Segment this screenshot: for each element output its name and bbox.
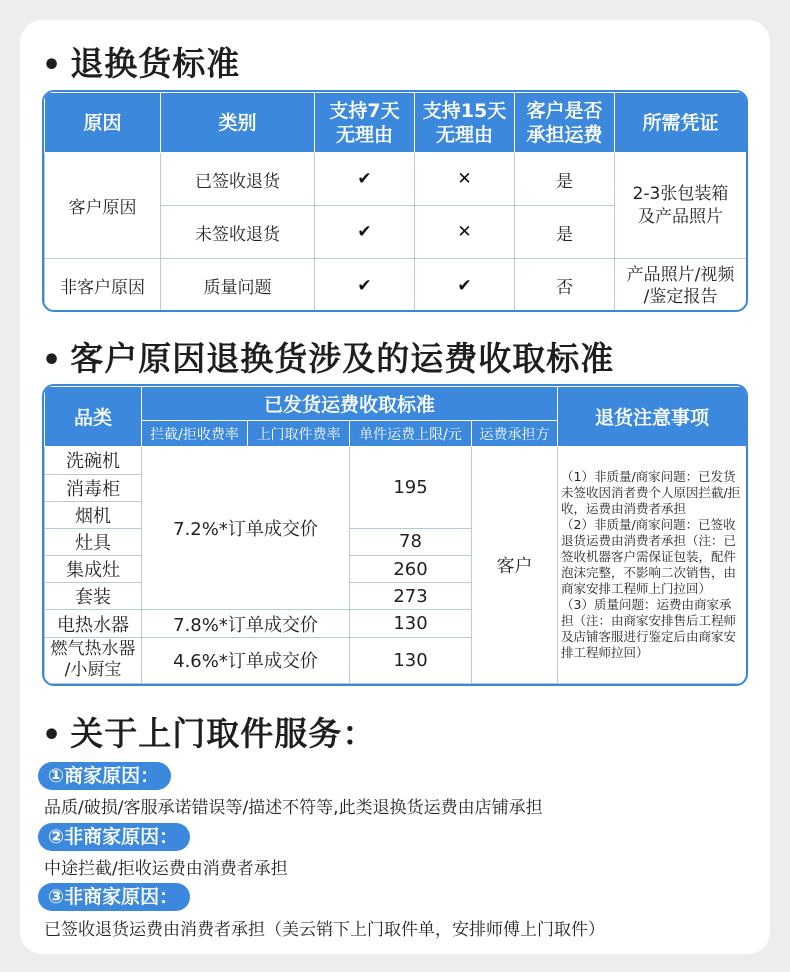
- check-icon: ✔: [415, 259, 515, 313]
- category-cell: 已签收退货: [161, 153, 315, 206]
- header-freight-payer: 运费承担方: [472, 421, 558, 447]
- cap-cell: 195: [350, 447, 472, 529]
- freight-cell: 是: [515, 206, 615, 259]
- header-intercept-rate: 拦截/拒收费率: [142, 421, 248, 447]
- header-15day: 支持15天 无理由: [415, 93, 515, 153]
- reason-cell: 客户原因: [45, 153, 161, 259]
- header-7day: 支持7天 无理由: [315, 93, 415, 153]
- payer-cell: 客户: [472, 447, 558, 684]
- proof-cell: 2-3张包装箱 及产品照片: [615, 153, 747, 259]
- header-category: 类别: [161, 93, 315, 153]
- section-title-pickup: • 关于上门取件服务：: [42, 714, 377, 753]
- pickup-reason-text-2: 中途拦截/拒收运费由消费者承担: [44, 859, 288, 879]
- item-cell: 套装: [45, 583, 142, 610]
- item-cell: 消毒柜: [45, 474, 142, 501]
- header-proof: 所需凭证: [615, 93, 747, 153]
- cross-icon: ✕: [415, 206, 515, 259]
- freight-standard-table: [42, 384, 748, 686]
- check-icon: ✔: [315, 153, 415, 206]
- freight-cell: 是: [515, 153, 615, 206]
- header-shipped-standard: 已发货运费收取标准: [142, 387, 558, 421]
- category-cell: 质量问题: [161, 259, 315, 313]
- rate-cell: 4.6%*订单成交价: [142, 637, 350, 683]
- rate-cell: 7.8%*订单成交价: [142, 610, 350, 637]
- page-card: [20, 20, 770, 954]
- pickup-reason-badge-3: ③非商家原因：: [38, 883, 190, 911]
- item-cell: 烟机: [45, 501, 142, 528]
- reason-cell: 非客户原因: [45, 259, 161, 313]
- section-title-freight-standard: • 客户原因退换货涉及的运费收取标准: [42, 339, 615, 378]
- pickup-reason-text-3: 已签收退货运费由消费者承担（美云销下上门取件单，安排师傅上门取件）: [44, 920, 605, 940]
- header-reason: 原因: [45, 93, 161, 153]
- header-freight: 客户是否 承担运费: [515, 93, 615, 153]
- item-cell: 集成灶: [45, 556, 142, 583]
- header-freight-cap: 单件运费上限/元: [350, 421, 472, 447]
- cap-cell: 78: [350, 528, 472, 555]
- header-notes: 退货注意事项: [558, 387, 747, 447]
- item-cell: 燃气热水器 /小厨宝: [45, 637, 142, 683]
- cap-cell: 260: [350, 556, 472, 583]
- cap-cell: 130: [350, 637, 472, 683]
- return-standard-table: [42, 90, 748, 312]
- table-row: [45, 447, 747, 474]
- item-cell: 洗碗机: [45, 447, 142, 474]
- category-cell: 未签收退货: [161, 206, 315, 259]
- rate-cell: 7.2%*订单成交价: [142, 447, 350, 610]
- pickup-reason-text-1: 品质/破损/客服承诺错误等/描述不符等,此类退换货运费由店铺承担: [44, 798, 543, 818]
- item-cell: 电热水器: [45, 610, 142, 637]
- cross-icon: ✕: [415, 153, 515, 206]
- table-row: [45, 153, 747, 206]
- pickup-reason-badge-2: ②非商家原因：: [38, 823, 190, 851]
- check-icon: ✔: [315, 206, 415, 259]
- cap-cell: 273: [350, 583, 472, 610]
- section-title-return-standard: • 退换货标准: [42, 44, 241, 83]
- notes-cell: （1）非质量/商家问题：已发货未签收因消者费个人原因拦截/拒收，运费由消费者承担 （2）非质量/商家问题：已签收退货运费由消费者承担（注：已签收机器客户需保证包装，配件泡沫完整，不影响二次销售，由商家安排工程师上门拉回） （3）质量问题：运费由商家承担（注：由商家安排售后工程师及店铺客服进行鉴定后由商家安排工程师拉回）: [558, 447, 747, 684]
- table-row: [45, 259, 747, 313]
- header-category: 品类: [45, 387, 142, 447]
- header-pickup-rate: 上门取件费率: [248, 421, 350, 447]
- cap-cell: 130: [350, 610, 472, 637]
- freight-cell: 否: [515, 259, 615, 313]
- item-cell: 灶具: [45, 528, 142, 555]
- proof-cell: 产品照片/视频 /鉴定报告: [615, 259, 747, 313]
- check-icon: ✔: [315, 259, 415, 313]
- pickup-reason-badge-1: ①商家原因：: [38, 762, 171, 790]
